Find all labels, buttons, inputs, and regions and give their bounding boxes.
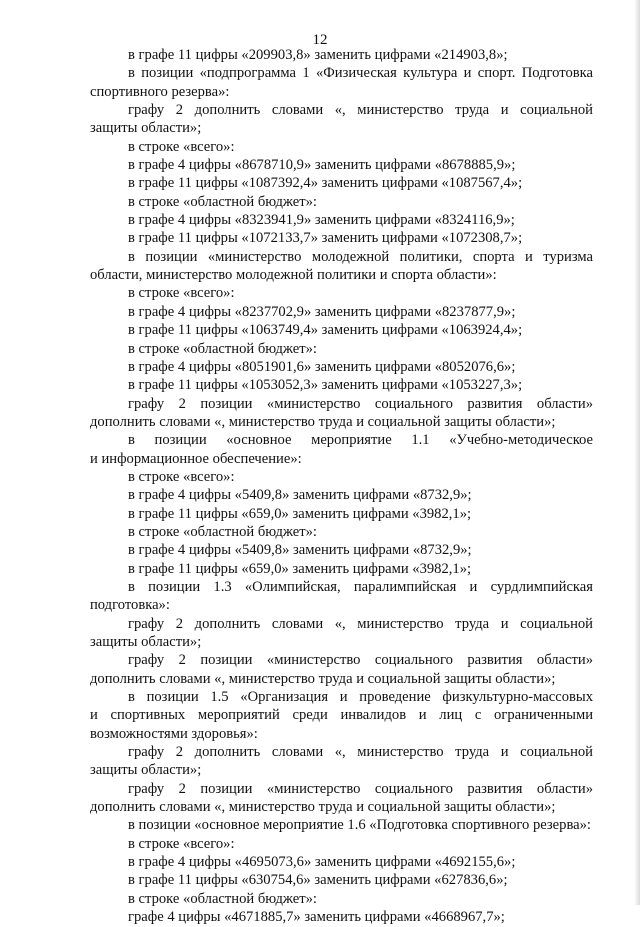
text-line: и информационное обеспечение»: bbox=[90, 450, 302, 467]
text-line: в графе 4 цифры «8051901,6» заменить цифрами «8052076,6»; bbox=[128, 358, 516, 375]
text-line: в строке «всего»: bbox=[128, 285, 235, 302]
text-line: и спортивных мероприятий среди инвалидов и лиц с ограниченными bbox=[90, 707, 593, 724]
text-line: спортивного резерва»: bbox=[90, 83, 230, 100]
text-line: графу 2 позиции «министерство социального развития области» bbox=[128, 395, 593, 412]
text-line: в строке «всего»: bbox=[128, 835, 235, 852]
text-line: в строке «всего»: bbox=[128, 138, 235, 155]
text-line: графу 2 позиции «министерство социального развития области» bbox=[128, 780, 593, 797]
text-line: в графе 11 цифры «1087392,4» заменить цифрами «1087567,4»; bbox=[128, 175, 523, 192]
text-line: в графе 11 цифры «209903,8» заменить цифрами «214903,8»; bbox=[128, 47, 508, 63]
text-line: графу 2 дополнить словами «, министерство труда и социальной bbox=[128, 102, 593, 119]
text-line: защиты области»; bbox=[90, 120, 202, 137]
text-line: в графе 11 цифры «1053052,3» заменить цифрами «1053227,3»; bbox=[128, 377, 523, 394]
text-line: в позиции «основное мероприятие 1.6 «Подготовка спортивного резерва»: bbox=[128, 817, 591, 834]
text-line: возможностями здоровья»: bbox=[90, 725, 258, 742]
scan-edge-shadow bbox=[634, 0, 640, 905]
text-line: в графе 11 цифры «1072133,7» заменить цифрами «1072308,7»; bbox=[128, 230, 523, 247]
text-line: в графе 4 цифры «5409,8» заменить цифрами «8732,9»; bbox=[128, 487, 472, 504]
text-line: в графе 4 цифры «8323941,9» заменить цифрами «8324116,9»; bbox=[128, 212, 515, 229]
text-line: области, министерство молодежной политики и спорта области»: bbox=[90, 267, 497, 284]
text-line: подготовка»: bbox=[90, 597, 170, 614]
text-line: дополнить словами «, министерство труда и социальной защиты области»; bbox=[90, 413, 556, 430]
text-line: защиты области»; bbox=[90, 634, 202, 650]
text-line: в графе 4 цифры «8237702,9» заменить цифрами «8237877,9»; bbox=[128, 303, 516, 320]
text-line: защиты области»; bbox=[90, 762, 202, 779]
text-line: графу 2 дополнить словами «, министерство труда и социальной bbox=[128, 744, 593, 761]
text-line: в графе 11 цифры «659,0» заменить цифрами «3982,1»; bbox=[128, 505, 472, 522]
text-line: в графе 4 цифры «8678710,9» заменить цифрами «8678885,9»; bbox=[128, 157, 516, 174]
document-body bbox=[90, 46, 593, 927]
text-line: в графе 11 цифры «630754,6» заменить цифрами «627836,6»; bbox=[128, 872, 508, 889]
text-line: дополнить словами «, министерство труда и социальной защиты области»; bbox=[90, 799, 556, 816]
text-line: в строке «областной бюджет»: bbox=[128, 890, 317, 907]
text-line: в позиции «министерство молодежной политики, спорта и туризма bbox=[128, 248, 593, 265]
text-line: в позиции «основное мероприятие 1.1 «Учебно-методическое bbox=[128, 432, 593, 449]
text-line: в строке «областной бюджет»: bbox=[128, 523, 317, 540]
text-line: в позиции 1.5 «Организация и проведение физкультурно-массовых bbox=[128, 689, 593, 706]
text-line: в позиции 1.3 «Олимпийская, паралимпийская и сурдлимпийская bbox=[128, 578, 593, 595]
page-number: 12 bbox=[312, 32, 328, 48]
text-line: в графе 4 цифры «4695073,6» заменить цифрами «4692155,6»; bbox=[128, 854, 516, 871]
text-line: в строке «областной бюджет»: bbox=[128, 340, 317, 357]
text-line: дополнить словами «, министерство труда и социальной защиты области»; bbox=[90, 670, 556, 687]
text-line: в строке «областной бюджет»: bbox=[128, 193, 317, 210]
text-line: в графе 11 цифры «1063749,4» заменить цифрами «1063924,4»; bbox=[128, 322, 523, 339]
text-line: графе 4 цифры «4671885,7» заменить цифрами «4668967,7»; bbox=[128, 909, 505, 926]
text-line: в графе 11 цифры «659,0» заменить цифрами «3982,1»; bbox=[128, 560, 472, 577]
text-line: графу 2 дополнить словами «, министерство труда и социальной bbox=[128, 615, 593, 632]
text-line: графу 2 позиции «министерство социального развития области» bbox=[128, 652, 593, 669]
text-line: в позиции «подпрограмма 1 «Физическая культура и спорт. Подготовка bbox=[128, 65, 593, 82]
text-line: в графе 4 цифры «5409,8» заменить цифрами «8732,9»; bbox=[128, 542, 472, 559]
text-line: в строке «всего»: bbox=[128, 468, 235, 485]
